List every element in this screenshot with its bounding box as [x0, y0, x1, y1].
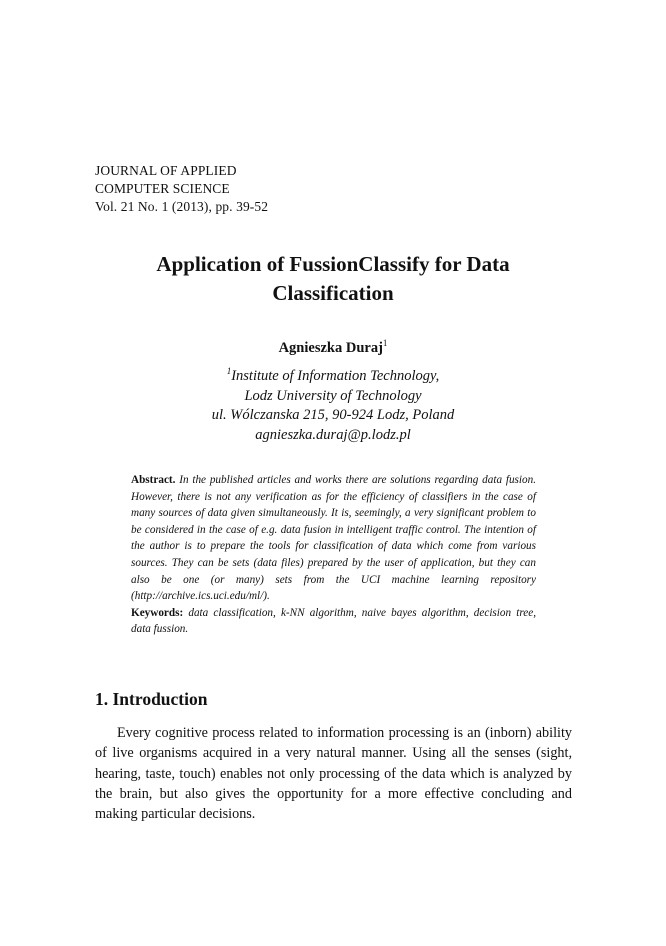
- author-name: Agnieszka Duraj: [278, 340, 383, 356]
- journal-header: [95, 162, 268, 216]
- author-superscript: 1: [382, 338, 388, 349]
- affiliation-line1: [95, 367, 571, 387]
- journal-volume: Vol. 21 No. 1 (2013), pp. 39-52: [95, 199, 269, 214]
- keywords-text: data classification, k-NN algorithm, naive bayes algorithm, decision tree, data fussion.: [131, 606, 536, 636]
- author-email: agnieszka.duraj@p.lodz.pl: [255, 426, 411, 443]
- paper-title: Application of FussionClassify for Data Classification: [156, 252, 510, 305]
- affiliation-institute: Institute of Information Technology,: [231, 368, 440, 384]
- section-heading: 1. Introduction: [95, 689, 208, 709]
- keywords-label: Keywords:: [131, 606, 184, 619]
- author-line: [95, 340, 571, 357]
- abstract-label: Abstract.: [131, 474, 176, 486]
- affiliation-line2: Lodz University of Technology: [244, 387, 422, 404]
- intro-paragraph-text: Every cognitive process related to information processing is an (inborn) ability of live organisms acquired in a very natural manner. Using all the senses (sight, hearing, taste, touch) enables not only processing of the data which is analyzed by the brain, but also gives the opportunity for a more effective concluding and making particular decisions.: [95, 725, 572, 823]
- journal-name-line1: JOURNAL OF APPLIED: [95, 163, 237, 178]
- affiliation-block: [95, 367, 571, 445]
- affiliation-superscript: 1: [226, 366, 232, 377]
- abstract-text: In the published articles and works there are solutions regarding data fusion. However, there is not any verification as for the efficiency of classifiers in the case of many sources of data given simultaneously. It is, seemingly, a very significant problem to be considered in the case of e.g. data fusion in intelligent traffic control. The intention of the author is to prepare the tools for classification of data which come from various sources. They can be sets (data files) prepared by the user of application, but they can also be one (or many) sets from the UCI machine learning repository (http://archive.ics.uci.edu/ml/).: [131, 474, 536, 603]
- journal-name-line2: COMPUTER SCIENCE: [95, 181, 230, 196]
- abstract-block: [131, 472, 536, 638]
- intro-paragraph: [95, 723, 572, 824]
- affiliation-line3: ul. Wólczanska 215, 90-924 Lodz, Poland: [211, 407, 455, 423]
